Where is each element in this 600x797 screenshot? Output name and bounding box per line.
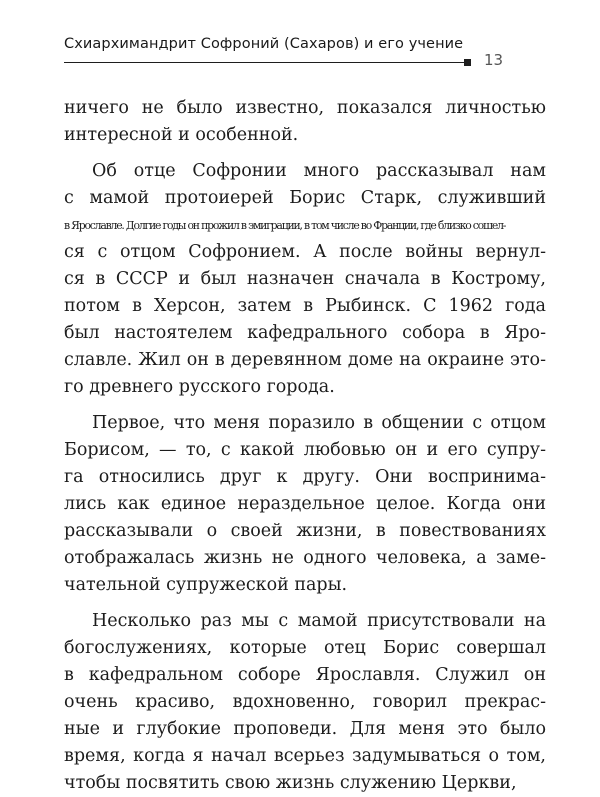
text-line: га относились друг к другу. Они воспринима- [64,467,546,487]
text-line: ные и глубокие проповеди. Для меня это было [64,719,546,739]
text-line: время, когда я начал всерьез задумываться о том, [64,746,546,766]
text-line: Борисом, — то, с какой любовью он и его супру- [64,440,546,460]
text-line: славле. Жил он в деревянном доме на окраине это- [64,350,546,370]
text-line: чтобы посвятить свою жизнь служению Церкви, [64,773,517,793]
running-head [64,36,584,76]
running-title: Схиархимандрит Софроний (Сахаров) и его учение [64,36,464,52]
text-line: интересной и особенной. [64,125,299,145]
text-line: очень красиво, вдохновенно, говорил прекрас- [64,692,546,712]
text-line: Об отце Софронии много рассказывал нам [92,161,546,181]
text-line: ся с отцом Софронием. А после войны вернул- [64,242,546,262]
header-rule-end-square [464,59,471,66]
text-line: богослужениях, которые отец Борис совершал [64,638,546,658]
paragraph [64,608,546,797]
text-line: был настоятелем кафедрального собора в Яро- [64,323,546,343]
text-line: с мамой протоиерей Борис Старк, служивший [64,188,547,208]
text-line: потом в Херсон, затем в Рыбинск. С 1962 года [64,296,546,316]
text-line: Первое, что меня поразило в общении с отцом [92,413,547,433]
body-text [64,95,546,797]
text-line: ся в СССР и был назначен сначала в Кострому, [64,269,546,289]
text-line: ничего не было известно, показался личностью [64,98,546,118]
paragraph [64,410,546,599]
text-line: чательной супружеской пары. [64,575,348,595]
paragraph [64,158,546,401]
text-line: отображалась жизнь не одного человека, а заме- [64,548,546,568]
text-line: го древнего русского города. [64,377,335,397]
paragraph-continuation [64,95,546,149]
header-rule [64,62,466,63]
text-line: лись как единое нераздельное целое. Когда они [64,494,546,514]
text-line: в Ярославле. Долгие годы он прожил в эмиграции, в том числе во Франции, где близко сошел- [64,219,506,232]
text-line: в кафедральном соборе Ярославля. Служил он [64,665,546,685]
page-number: 13 [484,51,504,69]
text-line: Несколько раз мы с мамой присутствовали на [92,611,547,631]
text-line: рассказывали о своей жизни, в повествованиях [64,521,546,541]
